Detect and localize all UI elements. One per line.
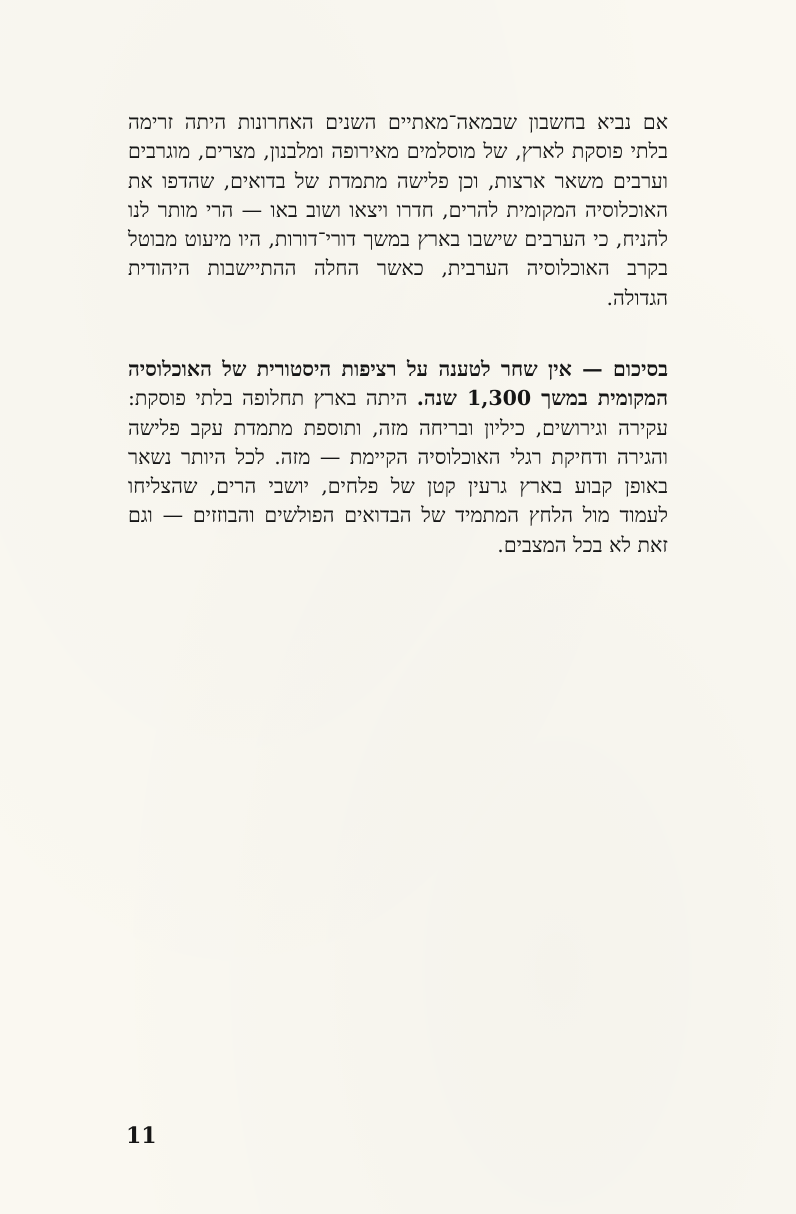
body-paragraph-1: אם נביא בחשבון שבמאה־מאתיים השנים האחרונות היתה זרימה בלתי פוסקת לארץ, של מוסלמים מאירופה ומלבנון, מצרים, מוגרבים וערבים משאר ארצות, וכן פלישה מתמדת של בדואים, שהדפו את האוכלוסיה המקומית להרים, חדרו ויצאו ושוב באו — הרי מותר לנו להניח, כי הערבים שישבו בארץ במשך דורי־דורות, היו מיעוט מבוטל בקרב האוכלוסיה הערבית, כאשר החלה ההתיישבות היהודית הגדולה. [128,110,668,310]
summary-bold-sentence: בסיכום — אין שחר לטענה על רציפות היסטורית של האוכלוסיה המקומית במשך 1,300 שנה. [128,357,668,411]
page-number: 11 [126,1123,157,1149]
body-paragraph-2 [128,355,668,560]
summary-continuation: היתה בארץ תחלופה בלתי פוסקת: עקירה וגירושים, כיליון ובריחה מזה, ותוספת מתמדת עקב פלישה והגירה ודחיקת רגלי האוכלוסיה הקיימת — מזה. לכל היותר נשאר באופן קבוע בארץ גרעין קטן של פלחים, יושבי הרים, שהצליחו לעמוד מול הלחץ המתמיד של הבדואים הפולשים והבוזזים — וגם זאת לא בכל המצבים. [128,386,668,557]
